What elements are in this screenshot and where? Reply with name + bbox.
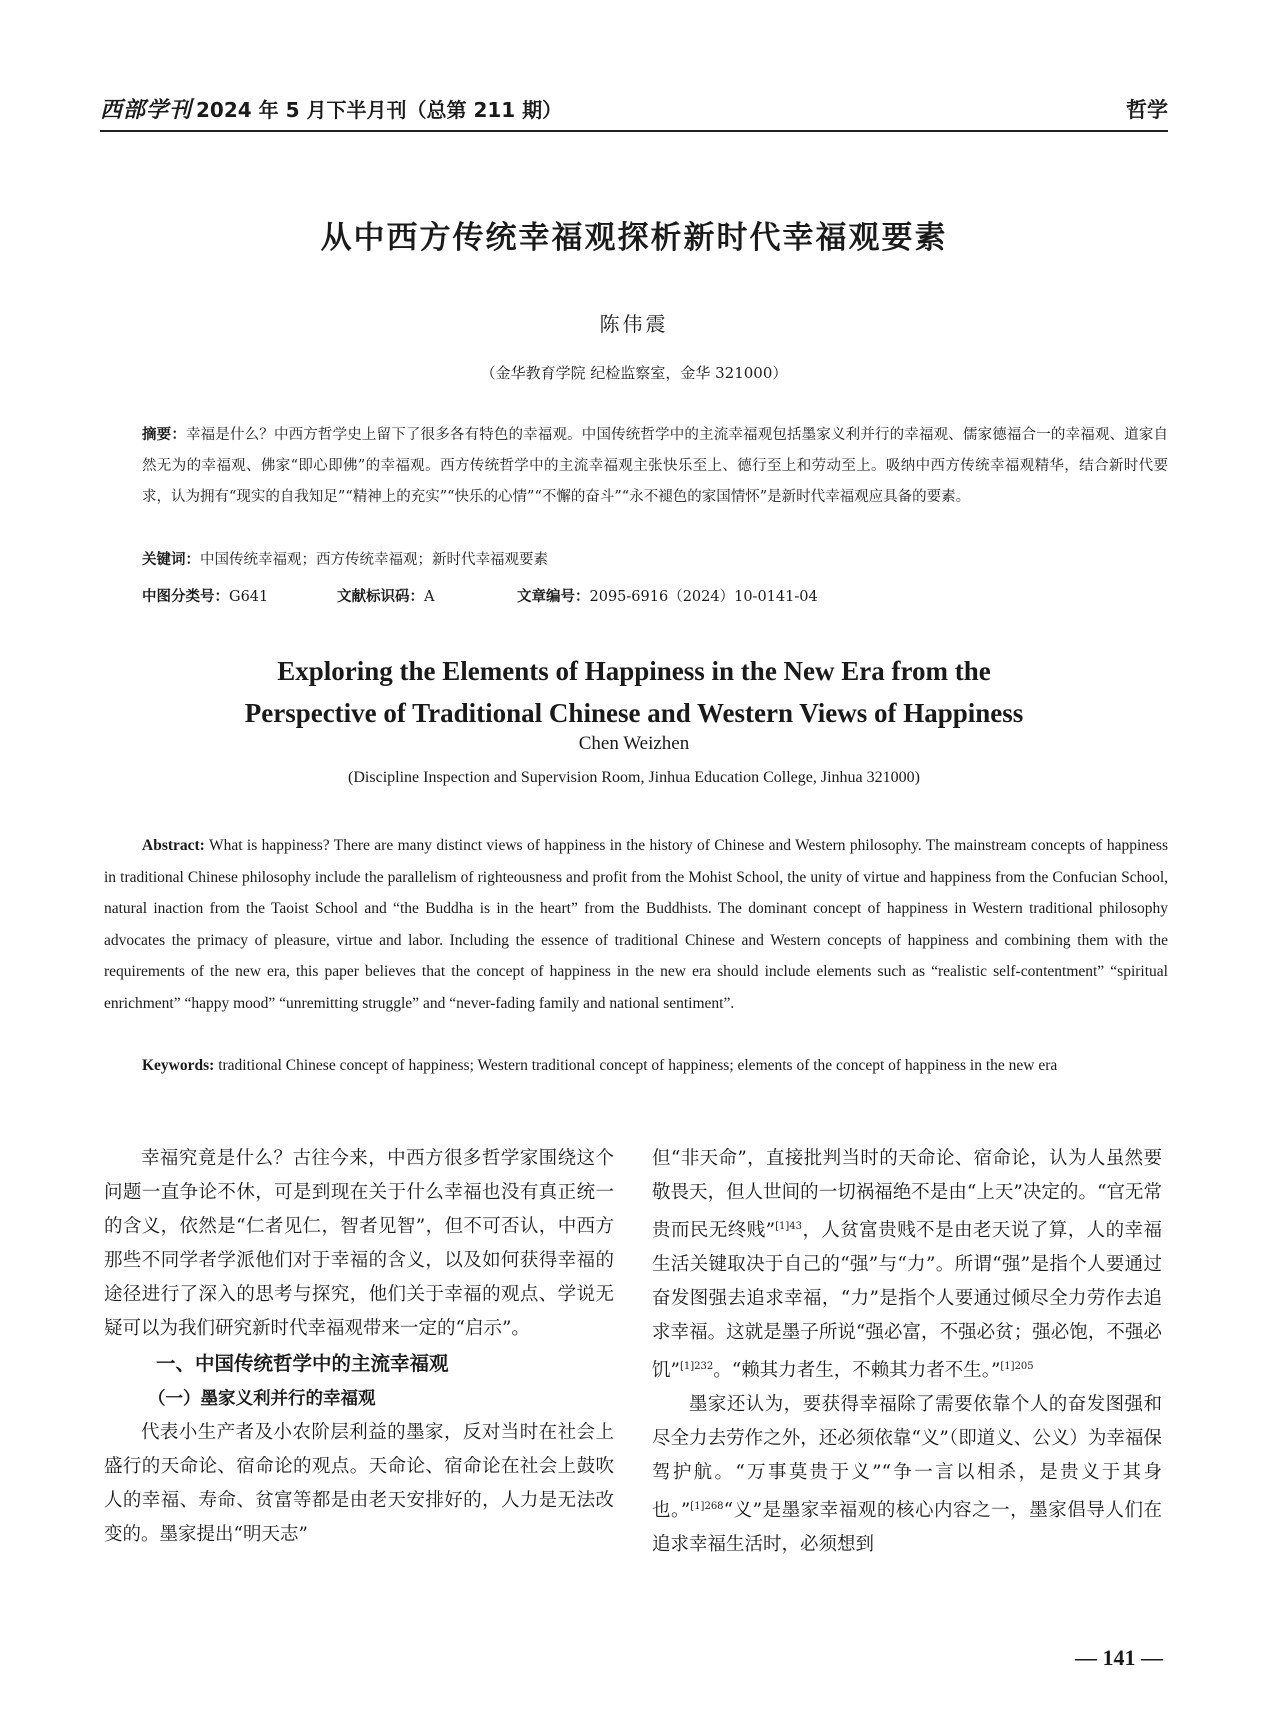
section-heading: 一、中国传统哲学中的主流幸福观 [156, 1352, 449, 1375]
paper-title-en [100, 650, 1168, 734]
abstract-cn-text: 幸福是什么？中西方哲学史上留下了很多各有特色的幸福观。中国传统哲学中的主流幸福观包括墨家义利并行的幸福观、儒家德福合一的幸福观、道家自然无为的幸福观、佛家“即心即佛”的幸福观。西方传统哲学中的主流幸福观主张快乐至上、德行至上和劳动至上。吸纳中西方传统幸福观精华，结合新时代要求，认为拥有“现实的自我知足”“精神上的充实”“快乐的心情”“不懈的奋斗”“永不褪色的家国情怀”是新时代幸福观应具备的要素。 [142, 427, 1168, 505]
section-label: 哲学 [1126, 98, 1168, 122]
clc-label: 中图分类号： [142, 589, 229, 605]
text-run: “义”是墨家幸福观的核心内容之一，墨家倡导人们在追求幸福生活时，必须想到 [652, 1500, 1162, 1556]
journal-issue: 2024 年 5 月下半月刊（总第 211 期） [196, 98, 563, 122]
clc-number [142, 582, 337, 612]
text-run: 墨家还认为，要获得幸福除了需要依靠个人的奋发图强和尽全力去劳作之外，还必须依靠“义”（即道义、公义）为幸福保驾护航。“万事莫贵于义”“争一言以相杀，是贵义于其身也。” [652, 1394, 1162, 1522]
citation: [1]268 [690, 1501, 724, 1513]
classification-line [142, 582, 1168, 612]
clc-value: G641 [229, 589, 269, 605]
abstract-en [104, 830, 1168, 1019]
body-column-left [104, 1142, 614, 1552]
affiliation-en: (Discipline Inspection and Supervision Room, Jinhua Education College, Jinhua 321000) [348, 769, 920, 786]
title-en-line2: Perspective of Traditional Chinese and Western Views of Happiness [244, 698, 1024, 728]
keywords-cn-text: 中国传统幸福观；西方传统幸福观；新时代幸福观要素 [200, 552, 548, 568]
abstract-en-text: What is happiness? There are many distinct views of happiness in the history of Chinese and Western philosophy. The mainstream concepts of happiness in traditional Chinese philosophy include the parallelism of righteousness and profit from the Mohist School, the unity of virtue and happiness from the Confucian School, natural inaction from the Taoist School and “the Buddha is in the heart” from the Buddhists. The dominant concept of happiness in Western traditional philosophy advocates the primacy of pleasure, virtue and labor. Including the essence of traditional Chinese and Western concepts of happiness and combining them with the requirements of the new era, this paper believes that the concept of happiness in the new era should include elements such as “realistic self-contentment” “spiritual enrichment” “happy mood” “unremitting struggle” and “never-fading family and national sentiment”. [104, 837, 1168, 1012]
doc-code-label: 文献标识码： [337, 589, 424, 605]
keywords-en-label: Keywords: [142, 1057, 215, 1074]
keywords-en-text: traditional Chinese concept of happiness; Western traditional concept of happiness; elements of the concept of happiness in the new era [218, 1057, 1058, 1074]
article-number-label: 文章编号： [517, 589, 590, 605]
journal-logo: 西部学刊 [100, 97, 193, 123]
abstract-en-label: Abstract: [142, 837, 205, 854]
page-number: — 141 — [1075, 1645, 1163, 1670]
body-paragraph: 代表小生产者及小农阶层利益的墨家，反对当时在社会上盛行的天命论、宿命论的观点。天命论、宿命论在社会上鼓吹人的幸福、寿命、贫富等都是由老天安排好的，人力是无法改变的。墨家提出“明天志” [104, 1422, 614, 1545]
text-run: ，人贫富贵贱不是由老天说了算，人的幸福生活关键取决于自己的“强”与“力”。所谓“强”是指个人要通过奋发图强去追求幸福，“力”是指个人要通过倾尽全力劳作去追求幸福。这就是墨子所说“强必富，不强必贫；强必饱，不强必饥” [652, 1220, 1162, 1382]
body-paragraph [652, 1388, 1162, 1562]
citation: [1]43 [775, 1221, 803, 1232]
text-run: 但“非天命”，直接批判当时的天命论、宿命论，认为人虽然要敬畏天，但人世间的一切祸福绝不是由“上天”决定的。“官无常贵而民无终贱” [652, 1148, 1162, 1242]
author-cn: 陈伟震 [599, 312, 669, 336]
keywords-cn [142, 545, 1168, 575]
body-column-right [652, 1142, 1162, 1562]
body-paragraph: 幸福究竟是什么？古往今来，中西方很多哲学家围绕这个问题一直争论不休，可是到现在关于什么幸福也没有真正统一的含义，依然是“仁者见仁，智者见智”，但不可否认，中西方那些不同学者学派他们对于幸福的含义，以及如何获得幸福的途径进行了深入的思考与探究，他们关于幸福的观点、学说无疑可以为我们研究新时代幸福观带来一定的“启示”。 [104, 1148, 614, 1339]
abstract-cn-label: 摘要： [142, 427, 186, 443]
document-code [337, 582, 517, 612]
subsection-heading: （一）墨家义利并行的幸福观 [148, 1389, 376, 1409]
article-number-value: 2095-6916（2024）10-0141-04 [589, 589, 818, 605]
paper-title-cn: 从中西方传统幸福观探析新时代幸福观要素 [320, 220, 948, 256]
doc-code-value: A [424, 589, 435, 605]
citation: [1]232 [679, 1361, 714, 1373]
title-en-line1: Exploring the Elements of Happiness in the New Era from the [277, 656, 991, 686]
author-en: Chen Weizhen [578, 733, 690, 754]
journal-issue-line [100, 93, 562, 124]
keywords-en [104, 1050, 1168, 1082]
running-header [100, 88, 1168, 132]
text-run: 。“赖其力者生，不赖其力者不生。” [713, 1360, 1001, 1382]
affiliation-cn: （金华教育学院 纪检监察室，金华 321000） [480, 364, 788, 382]
body-paragraph [652, 1142, 1162, 1388]
article-number [517, 582, 818, 612]
keywords-cn-label: 关键词： [142, 552, 200, 568]
abstract-cn [142, 420, 1168, 513]
citation: [1]205 [1000, 1361, 1034, 1373]
